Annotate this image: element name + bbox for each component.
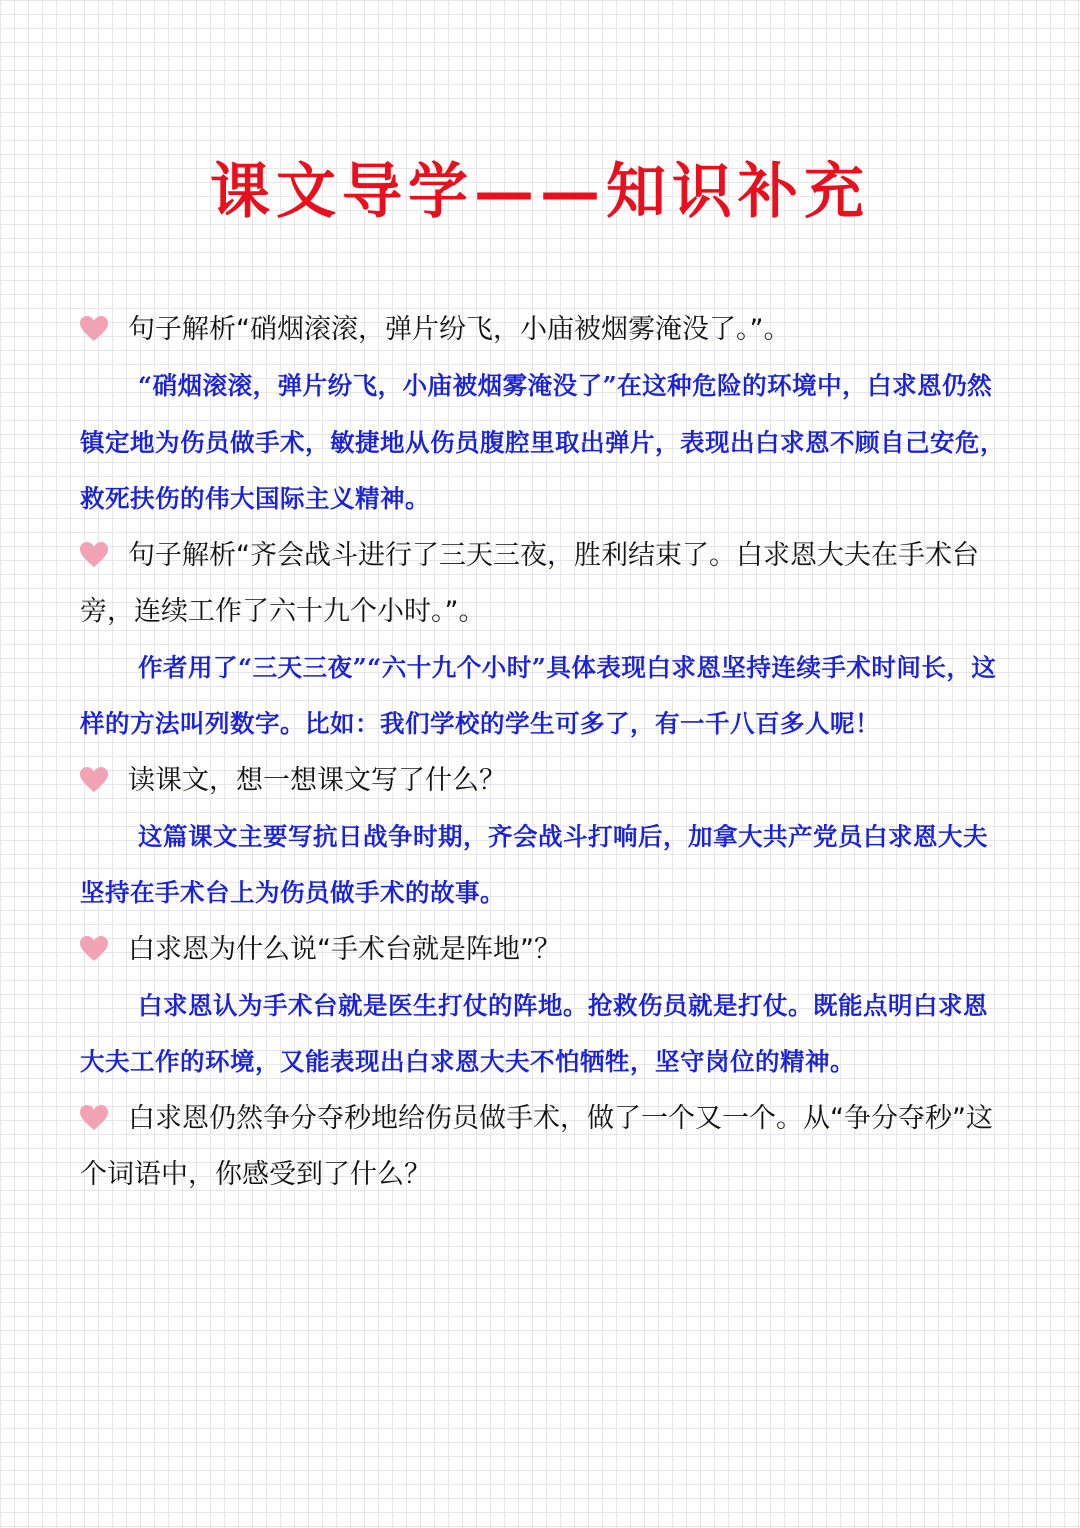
answer-text: “硝烟滚滚，弹片纷飞，小庙被烟雾淹没了”在这种危险的环境中，白求恩仍然镇定地为伤员做手术，敏捷地从伤员腹腔里取出弹片，表现出白求恩不顾自己安危，救死扶伤的伟大国际主义精神。 xyxy=(80,371,1005,513)
question-text xyxy=(80,753,1005,809)
heart-icon xyxy=(80,542,108,568)
question-label: 白求恩仍然争分夺秒地给伤员做手术，做了一个又一个。从“争分夺秒”这个词语中，你感受到了什么？ xyxy=(80,1102,993,1190)
answer-text: 白求恩认为手术台就是医生打仗的阵地。抢救伤员就是打仗。既能点明白求恩大夫工作的环境，又能表现出白求恩大夫不怕牺牲，坚守岗位的精神。 xyxy=(80,990,988,1076)
question-label: 句子解析“齐会战斗进行了三天三夜，胜利结束了。白求恩大夫在手术台旁，连续工作了六十九个小时。”。 xyxy=(80,539,979,627)
heart-icon xyxy=(80,1105,108,1131)
question-text xyxy=(80,528,1005,640)
content xyxy=(80,302,1005,1203)
question-label: 句子解析“硝烟滚滚，弹片纷飞，小庙被烟雾淹没了。”。 xyxy=(128,314,791,345)
heart-icon xyxy=(80,936,108,962)
list-item xyxy=(80,922,1005,1091)
heart-icon xyxy=(80,316,108,342)
question-label: 读课文，想一想课文写了什么？ xyxy=(128,764,506,796)
answer-text: 这篇课文主要写抗日战争时期，齐会战斗打响后，加拿大共产党员白求恩大夫坚持在手术台上为伤员做手术的故事。 xyxy=(80,821,988,907)
question-text xyxy=(80,302,1005,358)
list-item xyxy=(80,1091,1005,1203)
list-item xyxy=(80,528,1005,753)
heart-icon xyxy=(80,767,108,793)
question-label: 白求恩为什么说“手术台就是阵地”？ xyxy=(128,933,561,965)
list-item xyxy=(80,753,1005,922)
list-item xyxy=(80,302,1005,528)
question-text xyxy=(80,1091,1005,1203)
page-title: 课文导学——知识补充 xyxy=(210,157,870,227)
question-text xyxy=(80,922,1005,978)
answer-text: 作者用了“三天三夜”“六十九个小时”具体表现白求恩坚持连续手术时间长，这样的方法叫列数字。比如：我们学校的学生可多了，有一千八百多人呢！ xyxy=(80,652,997,738)
